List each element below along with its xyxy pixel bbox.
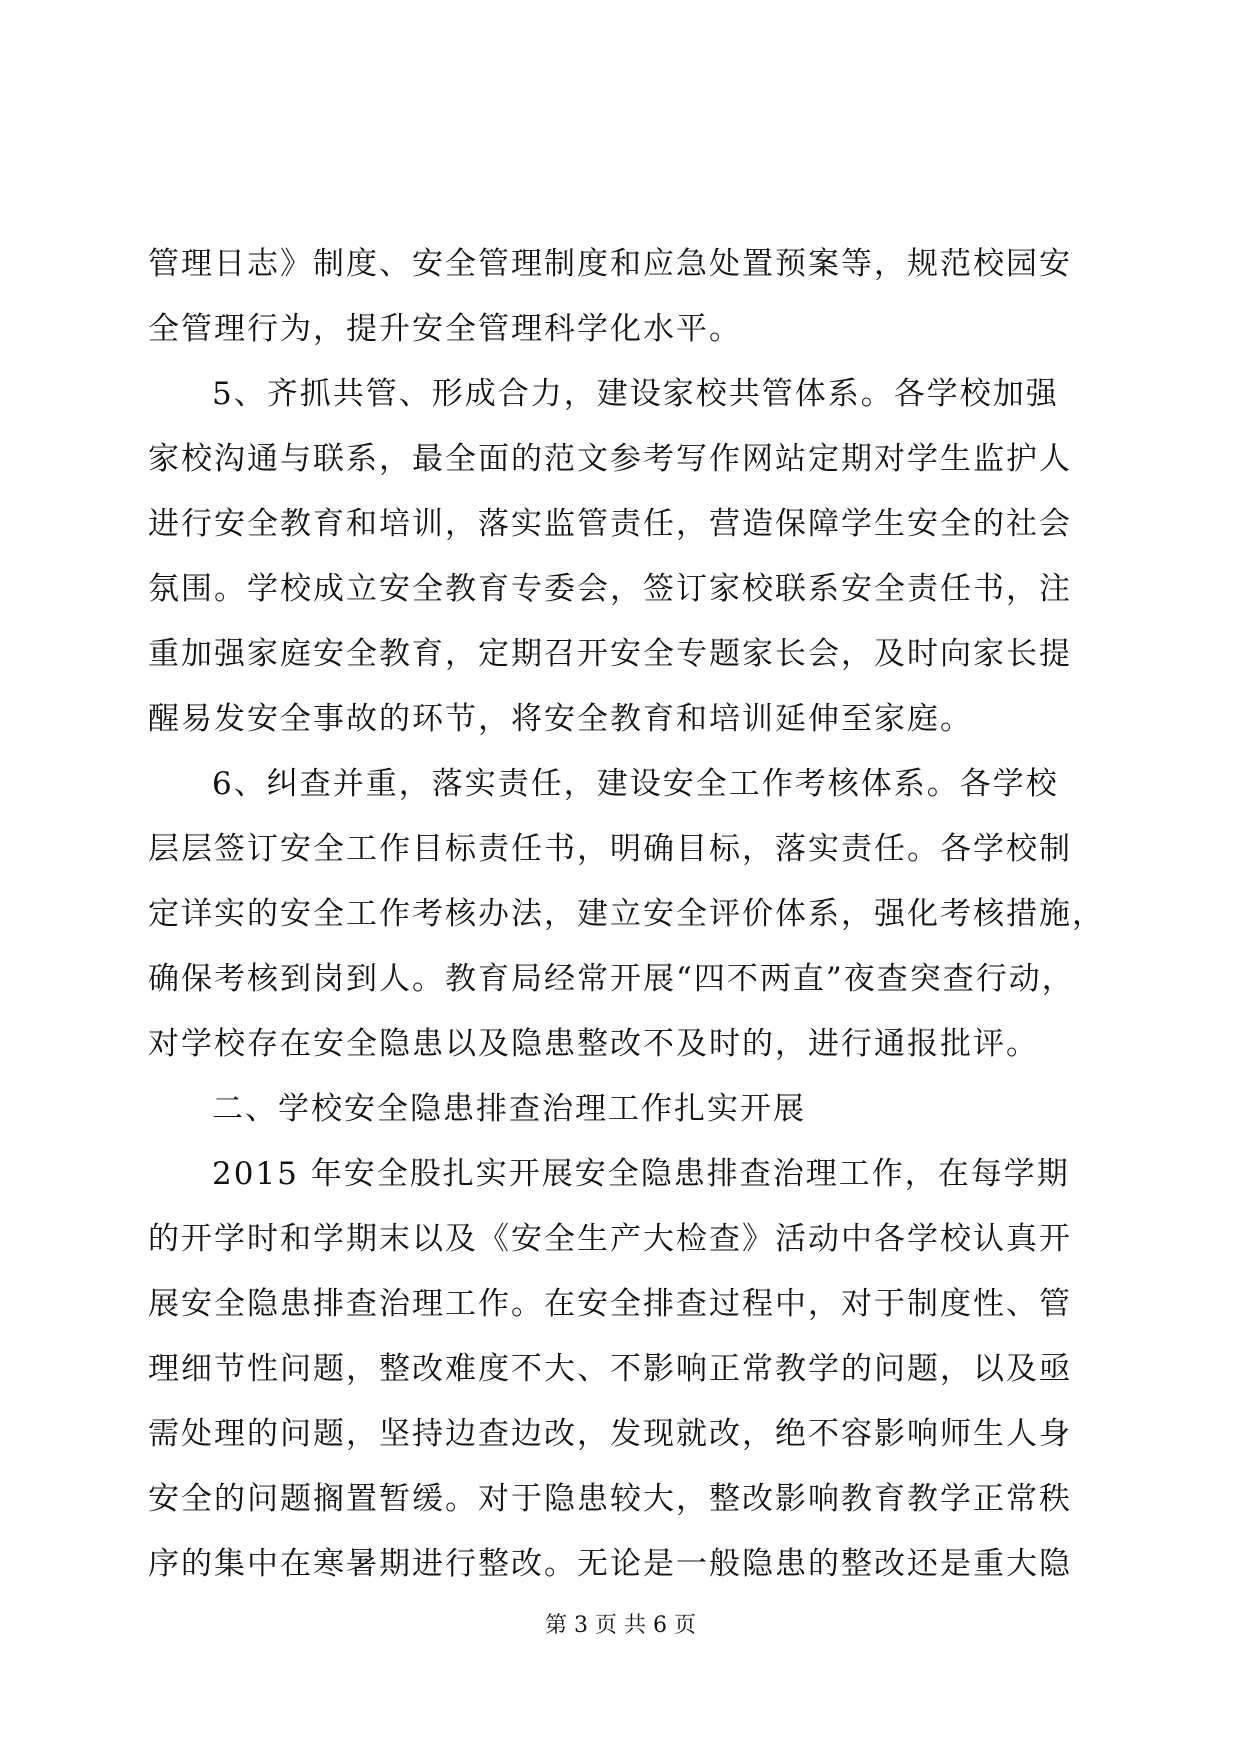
text-line: 醒易发安全事故的环节，将安全教育和培训延伸至家庭。 (148, 701, 973, 737)
text-line: 需处理的问题，坚持边查边改，发现就改，绝不容影响师生人身 (148, 1416, 1072, 1452)
text-line: 定详实的安全工作考核办法，建立安全评价体系，强化考核措施， (148, 896, 1105, 932)
page-number-footer: 第 3 页 共 6 页 (545, 1613, 696, 1638)
text-line: 理细节性问题，整改难度不大、不影响正常教学的问题，以及亟 (148, 1351, 1072, 1387)
text-line: 重加强家庭安全教育，定期召开安全专题家长会，及时向家长提 (148, 636, 1072, 672)
text-line: 序的集中在寒暑期进行整改。无论是一般隐患的整改还是重大隐 (148, 1546, 1072, 1582)
body-text (148, 232, 1105, 1597)
text-line: 氛围。学校成立安全教育专委会，签订家校联系安全责任书，注 (148, 571, 1072, 607)
paragraph-start-2015: 2015 年安全股扎实开展安全隐患排查治理工作，在每学期 (212, 1156, 1070, 1192)
text-line: 进行安全教育和培训，落实监管责任，营造保障学生安全的社会 (148, 506, 1072, 542)
text-line: 展安全隐患排查治理工作。在安全排查过程中，对于制度性、管 (148, 1286, 1072, 1322)
text-line: 全管理行为，提升安全管理科学化水平。 (148, 311, 742, 347)
text-line: 层层签订安全工作目标责任书，明确目标，落实责任。各学校制 (148, 831, 1072, 867)
section-heading: 二、学校安全隐患排查治理工作扎实开展 (212, 1091, 806, 1127)
text-line: 管理日志》制度、安全管理制度和应急处置预案等，规范校园安 (148, 246, 1072, 282)
text-line: 安全的问题搁置暂缓。对于隐患较大，整改影响教育教学正常秩 (148, 1481, 1072, 1517)
text-line: 确保考核到岗到人。教育局经常开展“四不两直”夜查突查行动， (148, 961, 1075, 997)
paragraph-start-5: 5、齐抓共管、形成合力，建设家校共管体系。各学校加强 (212, 376, 1059, 412)
text-line: 对学校存在安全隐患以及隐患整改不及时的，进行通报批评。 (148, 1026, 1039, 1062)
text-line: 家校沟通与联系，最全面的范文参考写作网站定期对学生监护人 (148, 441, 1072, 477)
paragraph-start-6: 6、纠查并重，落实责任，建设安全工作考核体系。各学校 (212, 766, 1059, 802)
text-line: 的开学时和学期末以及《安全生产大检查》活动中各学校认真开 (148, 1221, 1072, 1257)
